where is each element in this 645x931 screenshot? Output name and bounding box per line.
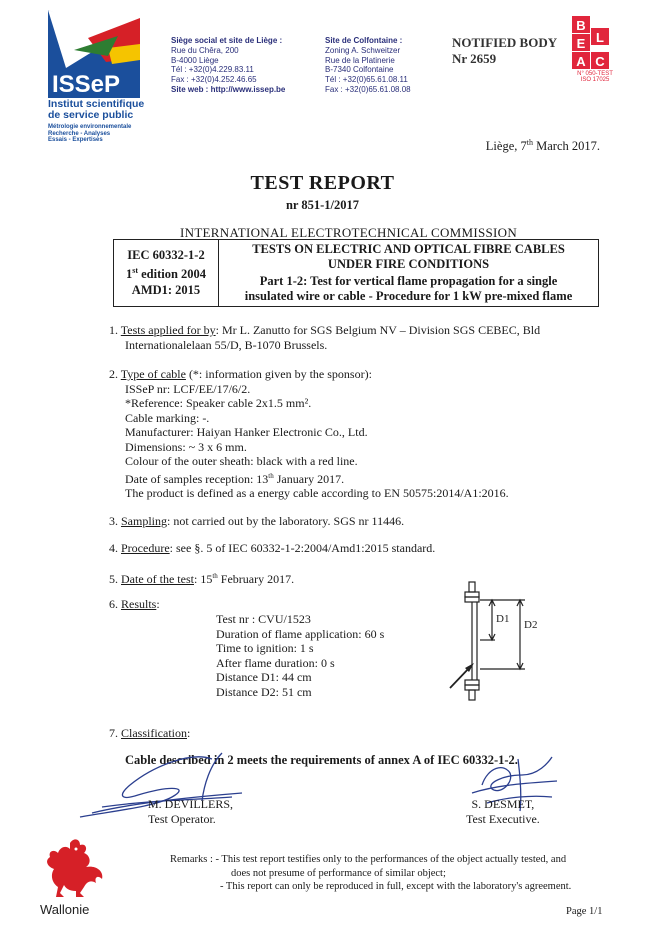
test-setup-diagram	[440, 580, 560, 705]
results-list	[216, 612, 384, 699]
liege-line2: B-4000 Liège	[171, 55, 219, 65]
executive-name: S. DESMET,	[471, 797, 535, 811]
standard-amendment: AMD1: 2015	[131, 282, 201, 297]
remarks-label: Remarks :	[170, 854, 213, 865]
institute-name	[48, 99, 144, 121]
colfontaine-phone: Tél : +32(0)65.61.08.11	[325, 75, 408, 85]
notified-body-number: Nr 2659	[452, 51, 497, 66]
standard-number: IEC 60332-1-2	[127, 248, 205, 263]
cable-reference: *Reference: Speaker cable 2x1.5 mm².	[125, 396, 312, 410]
institute-name-line1: Institut scientifique	[48, 98, 145, 110]
liege-line1: Rue du Chêra, 200	[171, 45, 239, 55]
colfontaine-address	[325, 36, 411, 95]
institute-tagline	[48, 124, 131, 144]
notified-body	[452, 35, 557, 67]
cable-definition: The product is defined as a energy cable according to EN 50575:2014/A1:2016.	[125, 486, 509, 500]
belac-logo	[570, 14, 620, 82]
belac-iso: ISO 17025	[580, 77, 610, 82]
report-number: nr 851-1/2017	[285, 198, 360, 212]
belac-letter-a: A	[576, 54, 586, 69]
operator-name: M. DEVILLERS,	[148, 797, 233, 811]
section-5-test-date: 5. Date of the test: 15th February 2017.	[109, 572, 295, 586]
diagram-label-d2: D2	[524, 619, 538, 631]
colfontaine-line1: Zoning A. Schweitzer	[325, 45, 401, 55]
page-number: Page 1/1	[566, 906, 603, 917]
result-after-flame: After flame duration: 0 s	[216, 655, 335, 670]
colfontaine-line3: B-7340 Colfontaine	[325, 65, 394, 75]
result-ignition-time: Time to ignition: 1 s	[216, 641, 314, 655]
wallonie-rooster-logo	[40, 835, 110, 900]
standard-table	[113, 239, 599, 307]
result-test-nr: Test nr : CVU/1523	[216, 612, 311, 626]
tagline-line2: Recherche - Analyses	[48, 130, 111, 137]
issep-logo	[48, 10, 140, 98]
belac-letter-e: E	[576, 36, 586, 51]
standard-title-cell	[219, 240, 599, 307]
operator-role: Test Operator.	[148, 811, 216, 826]
executive-role: Test Executive.	[466, 811, 540, 826]
issep-logo-text: ISSeP	[52, 71, 121, 98]
notified-body-label: NOTIFIED BODY	[452, 35, 558, 50]
cable-reception-date: Date of samples reception: 13th January 2017.	[125, 471, 345, 486]
operator-signatory	[148, 797, 233, 826]
tagline-line1: Métrologie environnementale	[48, 124, 132, 130]
liege-fax: Fax : +32(0)4.252.46.65	[171, 75, 257, 85]
cable-colour: Colour of the outer sheath: black with a red line.	[125, 454, 358, 468]
result-distance-d2: Distance D2: 51 cm	[216, 684, 312, 699]
liege-heading: Siège social et site de Liège :	[171, 36, 283, 45]
remark-2: - This report can only be reproduced in full, except with the laboratory's agreement.	[220, 881, 572, 892]
remark-1-continuation: does not presume of performance of similar object;	[231, 867, 446, 879]
cable-marking: Cable marking: -.	[125, 410, 210, 425]
remark-1: - This test report testifies only to the performances of the object actually tested, and	[215, 854, 567, 865]
standard-reference-cell	[114, 240, 219, 307]
result-flame-duration: Duration of flame application: 60 s	[216, 626, 385, 641]
standard-title-line1: TESTS ON ELECTRIC AND OPTICAL FIBRE CABLES	[252, 242, 565, 256]
colfontaine-fax: Fax : +32(0)65.61.08.08	[325, 84, 411, 94]
section-3-sampling: 3. Sampling: not carried out by the laboratory. SGS nr 11446.	[109, 514, 405, 528]
section-7-classification: 7. Classification:	[109, 726, 191, 740]
standard-title-line2: UNDER FIRE CONDITIONS	[327, 257, 490, 271]
standard-edition: 1st edition 2004	[125, 266, 207, 282]
belac-letter-l: L	[596, 30, 604, 45]
section-4-procedure: 4. Procedure: see §. 5 of IEC 60332-1-2:2004/Amd1:2015 standard.	[109, 541, 436, 555]
cable-dimensions: Dimensions: ~ 3 x 6 mm.	[125, 439, 247, 454]
section-1-applicant: 1. Tests applied for by: Mr L. Zanutto for SGS Belgium NV – Division SGS CEBEC, Bld Internationalelaan 55/D, B-1070 Brussels.	[109, 323, 541, 352]
belac-letter-b: B	[576, 18, 586, 33]
section-2-cable-type: 2. Type of cable (*: information given by the sponsor): ISSeP nr: LCF/EE/17/6/2. *Reference: Speaker cable 2x1.5 mm². Cable marking: -. Manufacturer: Haiyan Hanker Electronic Co., Ltd. Dimensions: ~ 3 x 6 mm. Colour of the outer sheath: black with a red line. Date of samples reception: 13th January 2017. The product is defined as a energy cable according to EN 50575:2014/A1:2016.	[109, 367, 589, 501]
belac-letter-c: C	[595, 54, 605, 69]
commission-name: INTERNATIONAL ELECTROTECHNICAL COMMISSION	[180, 225, 518, 240]
standard-part-line2: insulated wire or cable - Procedure for 1 kW pre-mixed flame	[244, 289, 573, 303]
standard-part-line1: Part 1-2: Test for vertical flame propagation for a single	[259, 274, 558, 288]
colfontaine-line2: Rue de la Platinerie	[325, 55, 395, 65]
colfontaine-heading: Site de Colfontaine :	[325, 36, 403, 45]
cable-issep-nr: ISSeP nr: LCF/EE/17/6/2.	[125, 381, 251, 396]
wallonie-label: Wallonie	[40, 902, 90, 917]
institute-name-line2: de service public	[48, 109, 134, 121]
result-distance-d1: Distance D1: 44 cm	[216, 670, 312, 684]
belac-code: N° 050-TEST	[577, 71, 613, 77]
remarks	[170, 853, 571, 894]
report-date: Liège, 7th March 2017.	[485, 138, 600, 154]
liege-website: Site web : http://www.issep.be	[171, 84, 286, 94]
section-6-results-heading: 6. Results:	[109, 597, 160, 611]
liege-address	[171, 36, 285, 95]
executive-signatory	[466, 797, 540, 826]
diagram-label-d1: D1	[496, 613, 510, 625]
liege-phone: Tél : +32(0)4.229.83.11	[171, 65, 254, 75]
classification-conclusion: Cable described in 2 meets the requirements of annex A of IEC 60332-1-2.	[125, 753, 518, 767]
report-title: TEST REPORT	[250, 172, 395, 194]
cable-manufacturer: Manufacturer: Haiyan Hanker Electronic Co., Ltd.	[125, 425, 368, 439]
tagline-line3: Essais - Expertises	[48, 137, 103, 143]
